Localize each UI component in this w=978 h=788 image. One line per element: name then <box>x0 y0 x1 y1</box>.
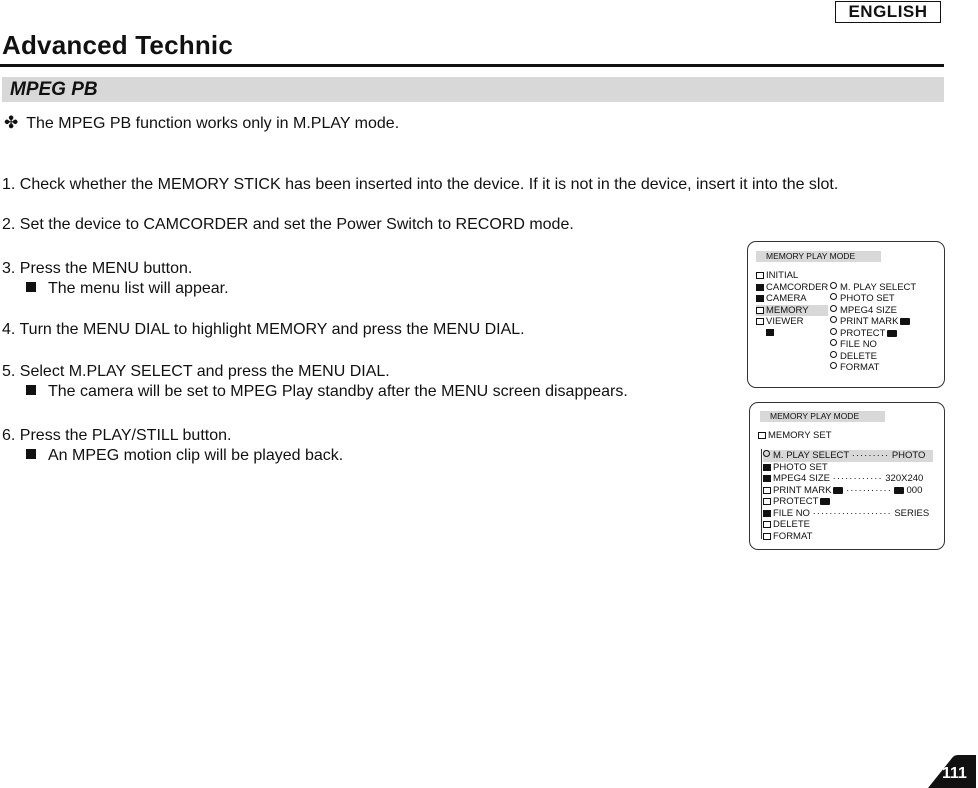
folder-icon <box>758 432 766 439</box>
protect-icon <box>820 498 830 505</box>
menu-screen-2 <box>749 402 945 550</box>
step-4: 4. Turn the MENU DIAL to highlight MEMORY and press the MENU DIAL. <box>2 321 525 338</box>
cross-icon: ✤ <box>4 113 19 132</box>
header-divider <box>0 64 944 67</box>
menu-row-format: FORMAT <box>763 531 812 543</box>
print-mark-icon <box>900 318 910 325</box>
protect-icon <box>887 330 897 337</box>
menu-item-camera: CAMERA <box>756 293 807 305</box>
menu-item-memory: MEMORY <box>756 305 828 317</box>
camera-icon <box>763 464 771 471</box>
step-3: 3. Press the MENU button. <box>2 260 193 277</box>
note-text: The MPEG PB function works only in M.PLAY mode. <box>26 115 400 132</box>
menu-row-mpeg4-size: MPEG4 SIZE ············ 320X240 <box>763 473 923 485</box>
note <box>4 112 399 135</box>
memory-set-header: MEMORY SET <box>758 430 832 442</box>
tree-line <box>761 449 762 539</box>
step-6-sub: An MPEG motion clip will be played back. <box>26 446 343 466</box>
submenu-item: M. PLAY SELECT <box>830 282 916 294</box>
menu-row-mplay-select: M. PLAY SELECT ········· PHOTO <box>763 450 933 462</box>
file-icon <box>763 510 771 517</box>
memory-icon <box>756 307 764 314</box>
menu-screen-1 <box>747 241 945 388</box>
bullet-square-icon <box>26 282 36 292</box>
folder-icon <box>756 272 764 279</box>
step-5-sub: The camera will be set to MPEG Play standby after the MENU screen disappears. <box>26 382 628 402</box>
submenu-item: FILE NO <box>830 339 877 351</box>
tape-icon <box>766 327 776 339</box>
step-1: 1. Check whether the MEMORY STICK has been inserted into the device. If it is not in the device, insert it into the slot. <box>2 176 839 193</box>
bullet-square-icon <box>26 385 36 395</box>
folder-icon <box>763 533 771 540</box>
section-bar <box>2 77 944 102</box>
submenu-item: PROTECT <box>830 328 897 340</box>
submenu-item: PHOTO SET <box>830 293 895 305</box>
folder-icon <box>763 521 771 528</box>
bullet-square-icon <box>26 449 36 459</box>
submenu-item: MPEG4 SIZE <box>830 305 897 317</box>
folder-icon <box>763 487 771 494</box>
menu-item-viewer: VIEWER <box>756 316 803 328</box>
submenu-item: PRINT MARK <box>830 316 910 328</box>
menu-row-protect: PROTECT <box>763 496 830 508</box>
step-6: 6. Press the PLAY/STILL button. <box>2 427 232 444</box>
menu-row-print-mark: PRINT MARK ··········· 000 <box>763 485 922 497</box>
menu-item-initial: INITIAL <box>756 270 798 282</box>
camcorder-icon <box>763 475 771 482</box>
menu-item-camcorder: CAMCORDER <box>756 282 828 294</box>
camera-icon <box>756 295 764 302</box>
page-title: Advanced Technic <box>2 30 234 60</box>
screen-title: MEMORY PLAY MODE <box>760 411 885 422</box>
section-title: MPEG PB <box>10 79 98 100</box>
camcorder-icon <box>756 284 764 291</box>
menu-row-photo-set: PHOTO SET <box>763 462 828 474</box>
step-5: 5. Select M.PLAY SELECT and press the MENU DIAL. <box>2 363 390 380</box>
submenu-item: FORMAT <box>830 362 879 374</box>
menu-row-file-no: FILE NO ··················· SERIES <box>763 508 929 520</box>
folder-icon <box>763 498 771 505</box>
page-number: 111 <box>942 765 967 782</box>
print-mark-icon <box>833 487 843 494</box>
step-3-sub: The menu list will appear. <box>26 279 229 299</box>
menu-row-delete: DELETE <box>763 519 810 531</box>
step-2: 2. Set the device to CAMCORDER and set the Power Switch to RECORD mode. <box>2 216 574 233</box>
submenu-item: DELETE <box>830 351 877 363</box>
viewer-icon <box>756 318 764 325</box>
language-badge: ENGLISH <box>835 1 941 23</box>
screen-title: MEMORY PLAY MODE <box>756 251 881 262</box>
print-mark-icon <box>894 487 904 494</box>
